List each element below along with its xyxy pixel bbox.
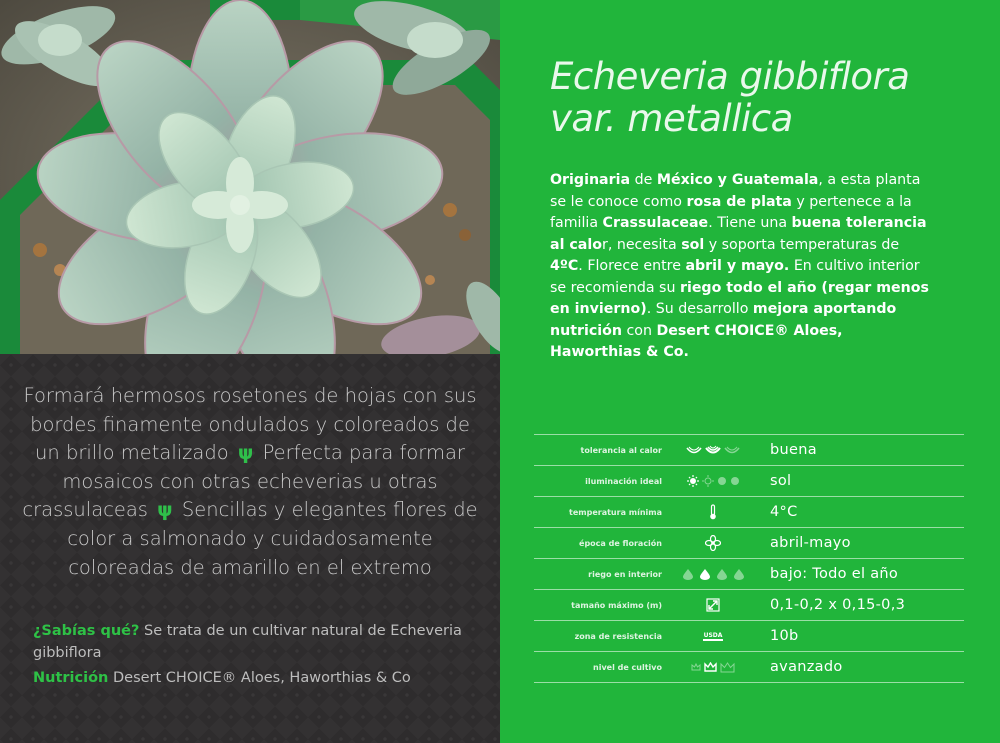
row-value: 0,1-0,2 x 0,15-0,3 (770, 597, 906, 613)
highlight-quote (18, 382, 482, 582)
desc-bold: 4ºC (550, 258, 579, 274)
plant-title (550, 56, 909, 140)
table-row (534, 497, 964, 528)
flower-icon (662, 535, 764, 551)
sabias-que (33, 620, 473, 664)
desc-bold: riego todo el año (regar menos en invierno) (550, 279, 929, 317)
echeveria-rosette-image (0, 0, 500, 354)
row-label: tamaño máximo (m) (571, 600, 662, 610)
row-value: 10b (770, 628, 799, 644)
desc-text: con (621, 322, 657, 339)
desc-bold: México y Guatemala (656, 172, 819, 188)
nutricion-text: Desert CHOICE® Aloes, Haworthias & Co (108, 670, 411, 686)
desc-text: r, necesita (601, 236, 682, 253)
row-label: iluminación ideal (585, 476, 662, 486)
info-dark-panel (0, 354, 500, 743)
row-value: avanzado (770, 659, 843, 675)
table-row (534, 435, 964, 466)
desc-bold: sol (681, 236, 705, 253)
desc-text: . Tiene una (708, 215, 792, 231)
plant-description (550, 170, 930, 364)
desc-text: , a esta planta se le conoce como (550, 172, 921, 210)
table-row (534, 559, 964, 590)
desc-text: . Su desarrollo (646, 301, 753, 317)
title-variety: metallica (627, 97, 793, 140)
right-panel (500, 0, 1000, 743)
quote-part-2: Perfecta para formar mosaicos con otras echeverias u otras crassulaceas (22, 441, 465, 522)
row-value: sol (770, 473, 792, 489)
quote-part-1: Formará hermosos rosetones de hojas con sus bordes finamente ondulados y coloreados de un brillo metalizado (23, 384, 477, 465)
table-row (534, 621, 964, 652)
table-row (534, 466, 964, 497)
row-value: abril-mayo (770, 535, 851, 551)
sabias-que-text: Se trata de un cultivar natural de Echeveria gibbiflora (33, 623, 462, 661)
resize-icon (662, 598, 764, 612)
desc-bold: Desert CHOICE® Aloes, Haworthias & Co. (550, 322, 843, 360)
desc-bold: Originaria (550, 172, 631, 188)
table-row (534, 528, 964, 559)
sabias-que-label: ¿Sabías qué? (33, 623, 140, 639)
desc-text: En cultivo interior se recomienda su (550, 258, 920, 296)
title-line-2 (550, 98, 909, 140)
desc-bold: mejora aportando nutrición (550, 301, 897, 339)
cactus-separator-icon: ψ (157, 498, 173, 522)
row-value: buena (770, 442, 817, 458)
row-label: época de floración (579, 538, 662, 548)
row-label: tolerancia al calor (580, 445, 662, 455)
row-label: zona de resistencia (574, 631, 662, 641)
row-label: nivel de cultivo (593, 662, 662, 672)
desc-bold: abril y mayo. (685, 258, 790, 274)
desc-bold: Crassulaceae (602, 215, 709, 231)
heat-icon (662, 445, 764, 455)
sun-icon (662, 475, 764, 487)
row-label: riego en interior (588, 569, 662, 579)
usda-badge: USDA (703, 631, 723, 639)
desc-text: y soporta temperaturas de (704, 236, 900, 253)
usda-icon (662, 632, 764, 641)
succulent-photo (0, 0, 500, 354)
table-row (534, 652, 964, 683)
thermometer-icon (662, 504, 764, 520)
care-table (534, 434, 964, 683)
cactus-separator-icon: ψ (237, 441, 254, 465)
desc-bold: rosa de plata (686, 193, 792, 210)
table-row (534, 590, 964, 621)
row-value: 4°C (770, 504, 798, 520)
title-line-1: Echeveria gibbiflora (550, 55, 910, 98)
crown-icon (662, 662, 764, 673)
desc-bold: buena tolerancia al calo (550, 215, 927, 253)
desc-text: y pertenece a la familia (550, 193, 912, 231)
facts-block (33, 620, 473, 692)
nutricion (33, 667, 473, 689)
row-label: temperatura mínima (569, 507, 662, 517)
nutricion-label: Nutrición (33, 670, 109, 686)
quote-part-3: Sencillas y elegantes flores de color a salmonado y cuidadosamente coloreadas de amarillo en el extremo (67, 498, 478, 579)
desc-text: de (630, 172, 657, 188)
title-var: var. (550, 97, 617, 140)
water-drop-icon (662, 568, 764, 580)
row-value: bajo: Todo el año (770, 566, 899, 582)
desc-text: . Florece entre (578, 258, 686, 274)
